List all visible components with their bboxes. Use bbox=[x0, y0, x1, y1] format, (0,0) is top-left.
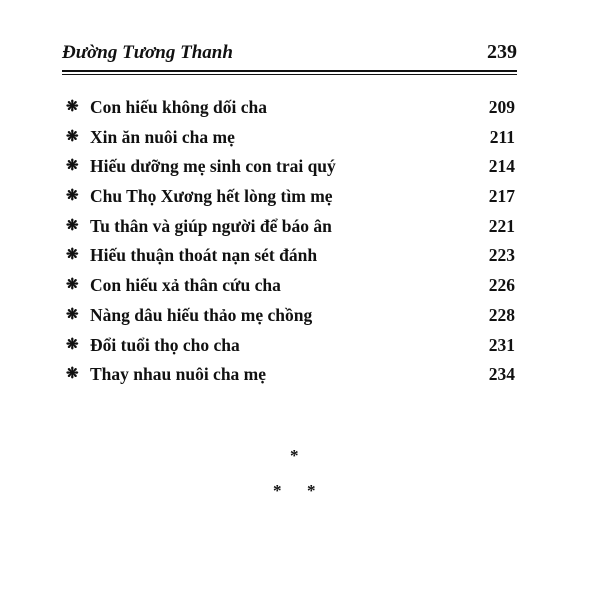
toc-entry-title: Con hiếu không dối cha bbox=[90, 97, 268, 117]
ornament-star-right: * bbox=[307, 481, 316, 500]
asterism-bullet-icon: ❋ bbox=[66, 277, 79, 294]
asterism-bullet-icon: ❋ bbox=[66, 188, 79, 205]
toc-entry-title: Xin ăn nuôi cha mẹ bbox=[90, 126, 235, 147]
toc-entry-page-number: 211 bbox=[489, 126, 515, 147]
ornament-star-left: * bbox=[273, 481, 282, 500]
toc-entry-title: Chu Thọ Xương hết lòng tìm mẹ bbox=[90, 186, 333, 207]
toc-entry-page-number: 226 bbox=[488, 275, 515, 296]
toc-entry-title: Tu thân và giúp người để báo ân bbox=[90, 215, 332, 236]
ornament-star-top: * bbox=[290, 446, 299, 465]
toc-entry-page-number: 214 bbox=[488, 156, 515, 177]
toc-entry bbox=[66, 125, 517, 155]
toc-entry bbox=[66, 243, 517, 273]
toc-entry-page-number: 234 bbox=[488, 364, 515, 385]
toc-entry bbox=[66, 362, 517, 392]
toc-entry-page-number: 228 bbox=[488, 304, 515, 325]
asterism-bullet-icon: ❋ bbox=[66, 366, 79, 383]
asterism-bullet-icon: ❋ bbox=[66, 306, 79, 323]
toc-entry-page-number: 231 bbox=[488, 334, 515, 355]
toc-entry-page-number: 209 bbox=[488, 97, 515, 117]
toc-entry bbox=[66, 273, 517, 303]
asterism-bullet-icon: ❋ bbox=[66, 158, 79, 175]
toc-entry bbox=[66, 333, 517, 363]
asterism-bullet-icon: ❋ bbox=[66, 128, 79, 145]
header-page-number: 239 bbox=[487, 41, 517, 63]
toc-entry-title: Con hiếu xả thân cứu cha bbox=[90, 275, 281, 296]
table-of-contents bbox=[66, 95, 517, 392]
toc-entry-title: Đổi tuổi thọ cho cha bbox=[90, 334, 240, 355]
asterism-bullet-icon: ❋ bbox=[66, 217, 79, 234]
toc-entry-title: Nàng dâu hiếu thảo mẹ chồng bbox=[90, 304, 313, 325]
toc-entry bbox=[66, 303, 517, 333]
toc-entry-page-number: 223 bbox=[488, 245, 515, 266]
toc-entry-title: Hiếu thuận thoát nạn sét đánh bbox=[90, 245, 318, 266]
toc-entry-page-number: 221 bbox=[488, 215, 515, 236]
asterism-bullet-icon: ❋ bbox=[66, 336, 79, 353]
toc-entry bbox=[66, 214, 517, 244]
asterism-bullet-icon: ❋ bbox=[66, 99, 79, 115]
running-header bbox=[62, 42, 517, 68]
toc-entry bbox=[66, 184, 517, 214]
toc-entry-page-number: 217 bbox=[488, 186, 515, 207]
toc-entry-title: Hiếu dưỡng mẹ sinh con trai quý bbox=[90, 156, 336, 177]
header-rule-thick bbox=[62, 70, 517, 72]
toc-entry bbox=[66, 95, 517, 125]
toc-entry bbox=[66, 154, 517, 184]
header-rule-thin bbox=[62, 74, 517, 75]
header-title: Đường Tương Thanh bbox=[62, 42, 233, 63]
asterism-bullet-icon: ❋ bbox=[66, 247, 79, 264]
toc-entry-title: Thay nhau nuôi cha mẹ bbox=[90, 364, 267, 385]
